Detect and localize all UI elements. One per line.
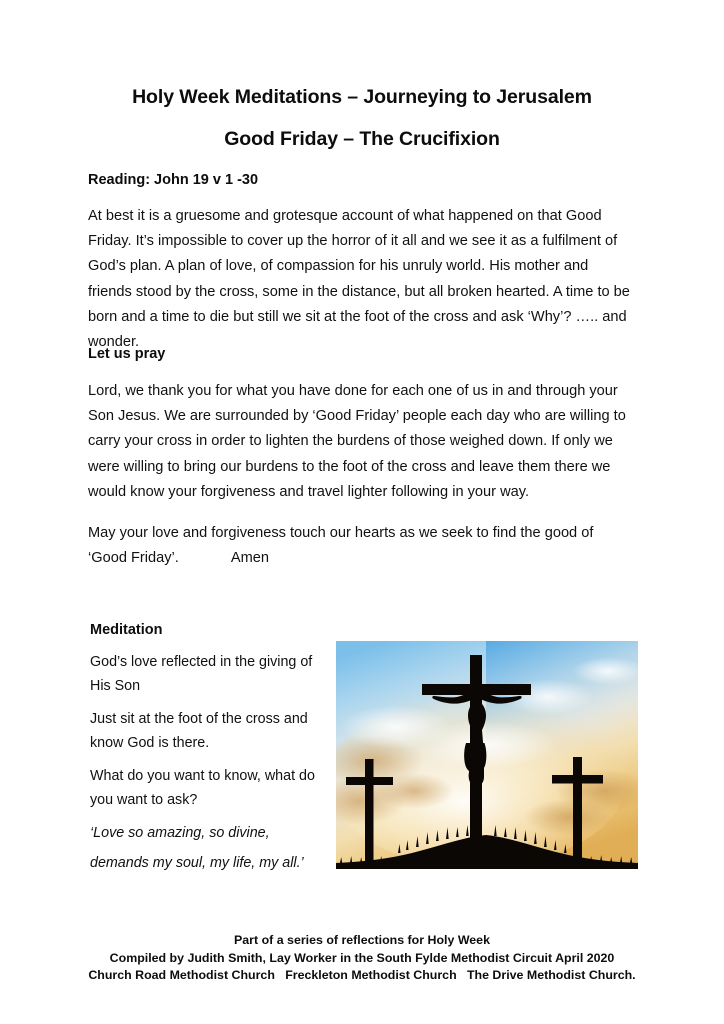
meditation-stanza-1: God’s love reflected in the giving of His Son: [90, 654, 313, 694]
prayer-paragraph: Lord, we thank you for what you have done for each one of us in and through your Son Jesus. We are surrounded by ‘Good Friday’ people each day who are willing to carry your cross in order to lighten the burdens of those weighed down. If only we were willing to bring our burdens to the foot of the cross and leave them there we would know your forgiveness and travel lighter following in your way.: [88, 383, 626, 500]
three-crosses-silhouette-icon: [336, 641, 638, 869]
amen-text: Amen: [230, 550, 269, 567]
document-footer: [0, 932, 724, 985]
hymn-line-2: demands my soul, my life, my all.’: [90, 855, 304, 871]
prayer-closing-paragraph: [88, 521, 636, 571]
scripture-reading-reference: Reading: John 19 v 1 -30: [88, 172, 259, 188]
three-crosses-illustration: [336, 641, 638, 869]
meditation-stanza-3: What do you want to know, what do you want to ask?: [90, 768, 315, 808]
document-title-line-2: Good Friday – The Crucifixion: [224, 128, 500, 150]
footer-line-3: Church Road Methodist Church Freckleton Methodist Church The Drive Methodist Church.: [88, 968, 636, 983]
meditation-stanza-2: Just sit at the foot of the cross and know God is there.: [90, 711, 308, 751]
footer-line-2: Compiled by Judith Smith, Lay Worker in the South Fylde Methodist Circuit April 2020: [109, 950, 615, 965]
hymn-line-1: ‘Love so amazing, so divine,: [90, 825, 270, 841]
meditation-heading: Meditation: [90, 622, 163, 638]
prayer-closing-text: May your love and forgiveness touch our hearts as we seek to find the good of ‘Good Friday’.: [88, 525, 594, 567]
document-title-line-1: Holy Week Meditations – Journeying to Jerusalem: [132, 86, 592, 108]
footer-line-1: Part of a series of reflections for Holy Week: [234, 933, 490, 947]
prayer-heading: Let us pray: [88, 346, 166, 362]
introduction-paragraph: At best it is a gruesome and grotesque account of what happened on that Good Friday. It’s impossible to cover up the horror of it all and we see it as a fulfilment of God’s plan. A plan of love, of compassion for his unruly world. His mother and friends stood by the cross, some in the distance, but all broken hearted. A time to be born and a time to die but still we sit at the foot of the cross and ask ‘Why’? ….. and wonder.: [88, 208, 630, 351]
